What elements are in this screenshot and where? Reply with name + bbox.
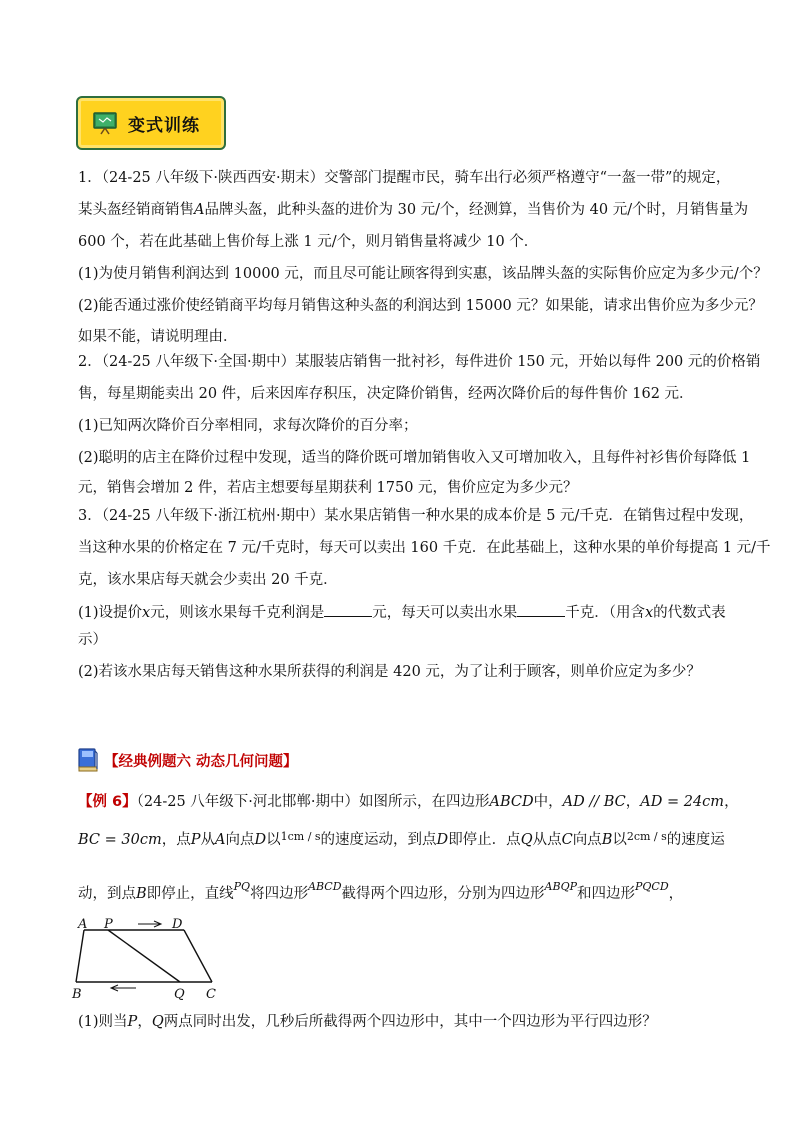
section-header — [76, 746, 298, 774]
text-span: ，点 — [161, 832, 191, 848]
label-b: B — [72, 987, 82, 1002]
segment-pq — [108, 930, 180, 982]
problem3-line2: 当这种水果的价格定在 7 元/千克时，每天可以卖出 160 千克．在此基础上，这种水果的单价每提高 1 元/千 — [78, 540, 771, 556]
problem1-line2 — [78, 200, 749, 221]
problem3-line1: 3．（24-25 八年级下·浙江杭州·期中）某水果店销售一种水果的成本价是 5 元/千克．在销售过程中发现， — [78, 508, 754, 524]
variant-training-banner — [76, 96, 226, 150]
example6-line2 — [78, 826, 738, 851]
text-span: 以 — [266, 832, 281, 848]
text-span: ， — [668, 886, 684, 902]
var-A: A — [214, 832, 226, 848]
label-p: P — [104, 917, 113, 932]
var-x: x — [142, 605, 151, 621]
problem2-question2-cont: 元，销售会增加 2 件，若店主想要每星期获利 1750 元，售价应定为多少元？ — [78, 480, 578, 496]
math-ad-parallel-bc: AD // BC — [562, 794, 626, 810]
section-title: 【经典例题六 动态几何问题】 — [104, 753, 298, 770]
banner-title: 变式训练 — [128, 115, 200, 136]
answer-blank[interactable] — [324, 602, 372, 617]
text-span: ， — [625, 794, 641, 810]
text-span: 千克．（用含 — [565, 605, 645, 621]
problem1-question2: (2)能否通过涨价使经销商平均每月销售这种头盔的利润达到 15000 元？如果能，请求出售价应为多少元？ — [78, 298, 763, 314]
var-Q: Q — [520, 832, 533, 848]
problem2-question1: (1)已知两次降价百分率相同，求每次降价的百分率； — [78, 418, 418, 434]
text-span: 的代数式表 — [653, 605, 726, 621]
text-span: 从 — [200, 832, 215, 848]
text-span: 向点 — [572, 832, 602, 848]
problem2-question2: (2)聪明的店主在降价过程中发现，适当的降价既可增加销售收入又可增加收入，且每件衬衫售价每降低 1 — [78, 450, 751, 466]
text-span: ， — [724, 794, 739, 810]
problem1-line3: 600 个，若在此基础上售价每上涨 1 元/个，则月销售量将减少 10 个． — [78, 234, 539, 250]
example6-question1 — [78, 1012, 738, 1033]
text-span: 两点同时出发，几秒后所截得两个四边形中，其中一个四边形为平行四边形？ — [163, 1014, 657, 1030]
edge-dc — [184, 930, 212, 982]
problem3-question2: (2)若该水果店每天销售这种水果所获得的利润是 420 元，为了让利于顾客，则单价应定为多少？ — [78, 664, 701, 680]
text-span: 截得两个四边形，分别为四边形 — [341, 886, 545, 902]
var-P: P — [127, 1014, 138, 1030]
text-span: (1)设提价 — [78, 605, 143, 621]
var-x: x — [644, 605, 654, 621]
var-C: C — [561, 832, 573, 848]
label-q: Q — [174, 987, 185, 1002]
text-span: (1)则当 — [78, 1014, 128, 1030]
problem3-line3: 克，该水果店每天就会少卖出 20 千克． — [78, 572, 338, 588]
label-c: C — [206, 987, 216, 1002]
var-B: B — [136, 886, 147, 902]
example6-line1 — [78, 792, 738, 813]
text-span: ， — [137, 1014, 152, 1030]
problem1-question1: (1)为使月销售利润达到 10000 元，而且尽可能让顾客得到实惠，该品牌头盔的实际售价应定为多少元/个？ — [78, 266, 768, 282]
text-span: 以 — [612, 832, 627, 848]
problem1-line1: 1．（24-25 八年级下·陕西西安·期末）交警部门提醒市民，骑车出行必须严格遵守“一盔一带”的规定， — [78, 170, 731, 186]
problem2-line2: 售，每星期能卖出 20 件，后来因库存积压，决定降价销售，经两次降价后的每件售价 162 元． — [78, 386, 694, 402]
text-span: 和四边形 — [577, 886, 635, 902]
text-span: 将四边形 — [250, 886, 309, 902]
problem3-question1-cont: 示） — [78, 632, 107, 648]
text-span: 的速度运 — [666, 832, 725, 848]
math-abcd: ABCD — [308, 880, 342, 893]
math-bc-length: BC = 30cm — [78, 832, 162, 848]
var-D: D — [436, 832, 449, 848]
var-B: B — [601, 832, 613, 848]
problem2-line1: 2．（24-25 八年级下·全国·期中）某服装店销售一批衬衫，每件进价 150 元，开始以每件 200 元的价格销 — [78, 354, 761, 370]
problem1-question2-cont: 如果不能，请说明理由． — [78, 329, 238, 345]
text-span: 元，则该水果每千克利润是 — [150, 605, 325, 621]
text-span: 的速度运动，到点 — [320, 832, 437, 848]
book-icon — [76, 747, 100, 773]
text-span: 动，到点 — [78, 886, 136, 902]
speed-1: 1cm / s — [280, 830, 321, 843]
trapezoid-figure — [68, 914, 228, 1004]
math-pqcd: PQCD — [635, 880, 669, 893]
text-span: 元，每天可以卖出水果 — [372, 605, 518, 621]
example-tag: 【例 6】 — [78, 794, 137, 810]
math-ad-length: AD = 24cm — [640, 794, 725, 810]
text-span: （24-25 八年级下·河北邯郸·期中）如图所示，在四边形 — [136, 794, 490, 810]
var-P: P — [190, 832, 201, 848]
problem3-question1 — [78, 602, 738, 624]
presentation-board-icon — [92, 111, 118, 135]
speed-2: 2cm / s — [626, 830, 667, 843]
var-A: A — [194, 202, 205, 218]
label-a: A — [78, 917, 88, 932]
example6-line3 — [78, 876, 738, 905]
math-pq: PQ — [233, 880, 251, 893]
text-span: 品牌头盔，此种头盔的进价为 30 元/个，经测算，当售价为 40 元/个时，月销售量为 — [204, 202, 749, 218]
text-span: 从点 — [532, 832, 562, 848]
var-Q: Q — [151, 1014, 164, 1030]
math-abqp: ABQP — [544, 880, 577, 893]
answer-blank[interactable] — [517, 602, 565, 617]
text-span: 中， — [533, 794, 563, 810]
text-span: 向点 — [225, 832, 255, 848]
edge-ab — [76, 930, 84, 982]
var-D: D — [254, 832, 267, 848]
text-span: 即停止，直线 — [146, 886, 234, 902]
label-d: D — [172, 917, 183, 932]
text-span: 某头盔经销商销售 — [78, 202, 194, 218]
text-span: 即停止．点 — [448, 832, 521, 848]
math-abcd: ABCD — [489, 794, 534, 810]
